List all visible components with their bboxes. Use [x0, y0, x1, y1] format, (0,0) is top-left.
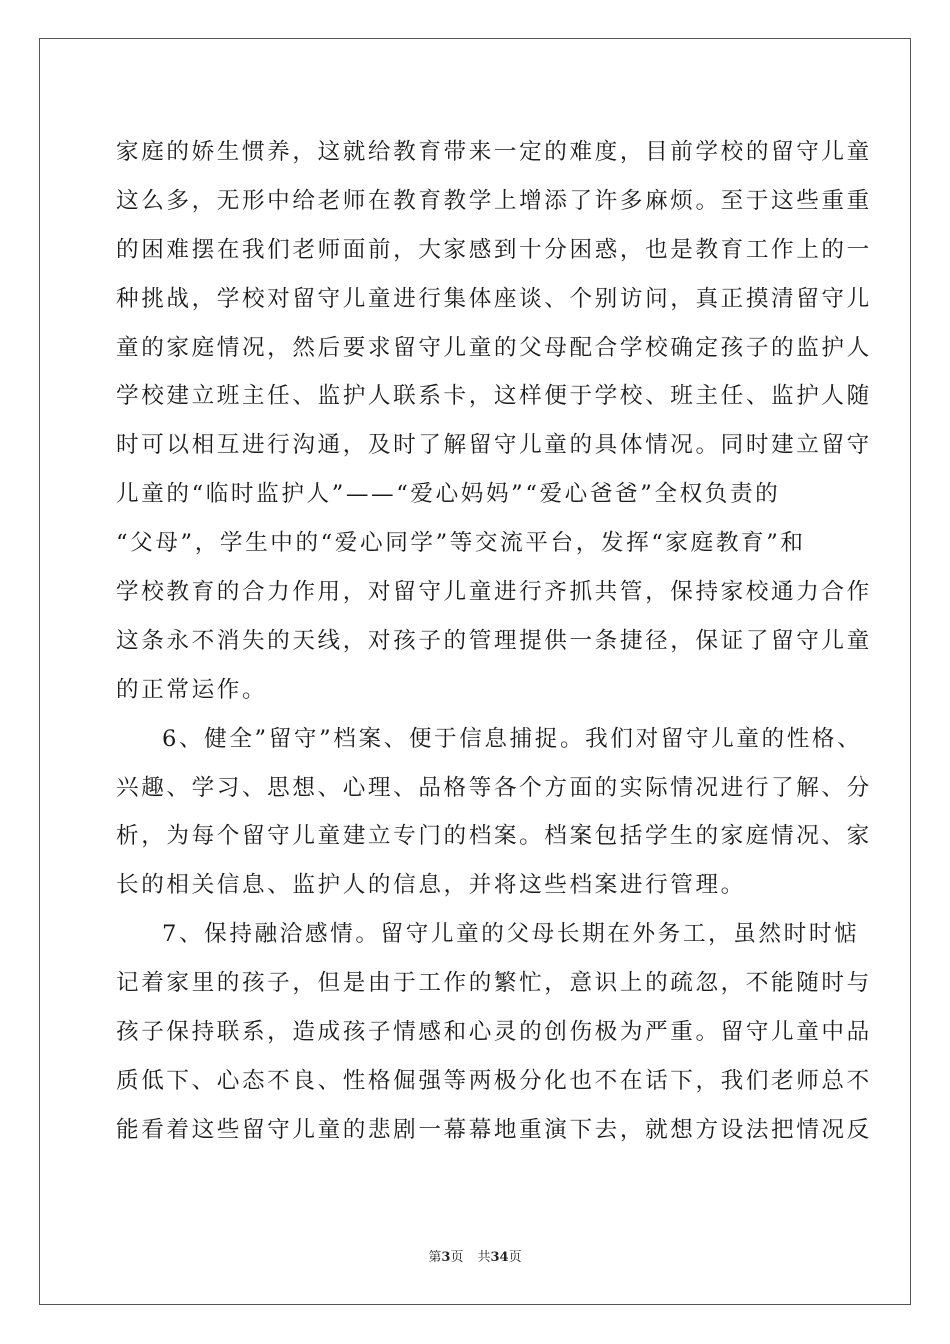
- text-line: 能看着这些留守儿童的悲剧一幕幕地重演下去，就想方设法把情况反: [116, 1116, 872, 1143]
- text-line: 6、健全”留守”档案、便于信息捕捉。我们对留守儿童的性格、: [162, 725, 863, 752]
- text-line: 记着家里的孩子，但是由于工作的繁忙，意识上的疏忽，不能随时与: [116, 970, 872, 997]
- text-line: 这么多，无形中给老师在教育教学上增添了许多麻烦。至于这些重重: [116, 187, 872, 214]
- text-line: 析，为每个留守儿童建立专门的档案。档案包括学生的家庭情况、家: [116, 823, 872, 850]
- text-line: 孩子保持联系，造成孩子情感和心灵的创伤极为严重。留守儿童中品: [116, 1019, 872, 1046]
- text-line: 这条永不消失的天线，对孩子的管理提供一条捷径，保证了留守儿童: [116, 627, 872, 654]
- text-line: 的正常运作。: [116, 676, 268, 703]
- text-line: 童的家庭情况，然后要求留守儿童的父母配合学校确定孩子的监护人: [116, 334, 872, 361]
- total-pages: 34: [490, 1250, 509, 1265]
- text-line: “父母”，学生中的“爱心同学”等交流平台，发挥“家庭教育”和: [116, 530, 806, 557]
- text-line: 7、保持融洽感情。留守儿童的父母长期在外务工，虽然时时惦: [162, 921, 860, 948]
- page-prefix: 第: [428, 1250, 442, 1265]
- text-line: 种挑战，学校对留守儿童进行集体座谈、个别访问，真正摸清留守儿: [116, 285, 872, 312]
- text-line: 兴趣、学习、思想、心理、品格等各个方面的实际情况进行了解、分: [116, 774, 872, 801]
- page-number: 3: [441, 1250, 451, 1265]
- text-line: 家庭的娇生惯养，这就给教育带来一定的难度，目前学校的留守儿童: [116, 139, 872, 165]
- text-line: 学校教育的合力作用，对留守儿童进行齐抓共管，保持家校通力合作: [116, 579, 872, 606]
- total-prefix: 共: [477, 1250, 491, 1265]
- page-suffix: 页: [450, 1250, 464, 1265]
- text-line: 学校建立班主任、监护人联系卡，这样便于学校、班主任、监护人随: [116, 383, 872, 410]
- text-line: 质低下、心态不良、性格倔强等两极分化也不在话下，我们老师总不: [116, 1067, 872, 1094]
- text-line: 时可以相互进行沟通，及时了解留守儿童的具体情况。同时建立留守: [116, 432, 872, 459]
- text-line: 长的相关信息、监护人的信息，并将这些档案进行管理。: [116, 872, 746, 899]
- document-body: [116, 128, 872, 1155]
- page-footer: [0, 1246, 950, 1265]
- text-line: 的困难摆在我们老师面前，大家感到十分困惑，也是教育工作上的一: [116, 236, 872, 263]
- text-line: 儿童的“临时监护人”——“爱心妈妈”“爱心爸爸”全权负责的: [116, 481, 781, 508]
- total-suffix: 页: [508, 1250, 522, 1265]
